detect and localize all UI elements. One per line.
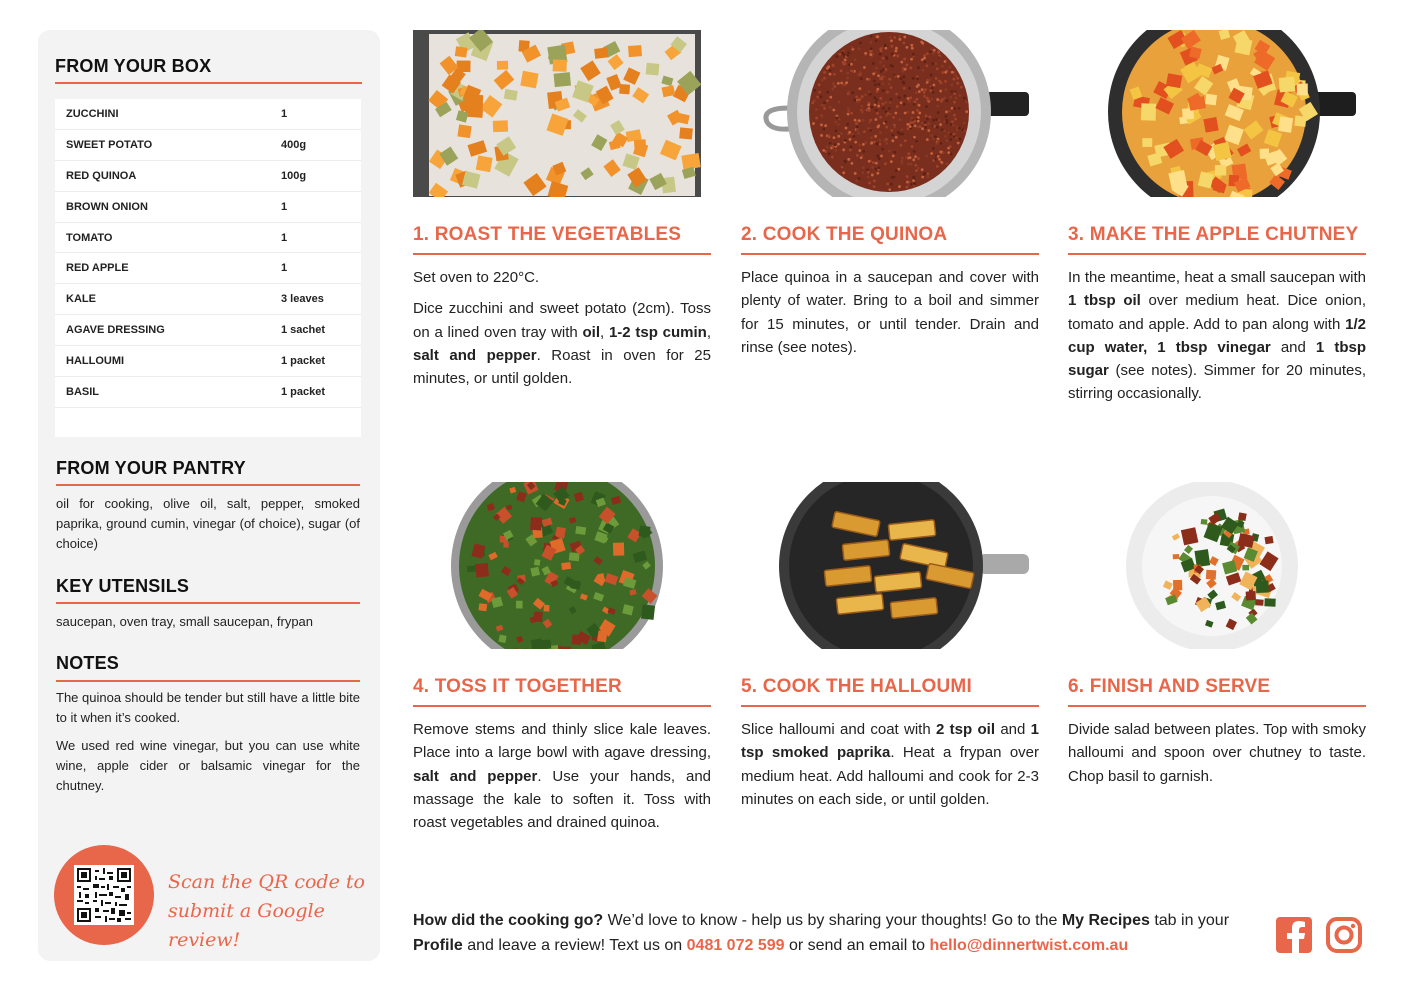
ingredient-highlight: oil bbox=[582, 323, 601, 341]
instruction-text: and bbox=[995, 721, 1031, 738]
step-4-title: 4. TOSS IT TOGETHER bbox=[413, 676, 622, 697]
notes-divider bbox=[56, 680, 360, 682]
ingredient-row bbox=[55, 192, 361, 223]
ingredient-row bbox=[55, 99, 361, 130]
step-5-divider bbox=[741, 705, 1039, 707]
ingredient-name: HALLOUMI bbox=[66, 355, 125, 368]
instruction-text: , bbox=[600, 323, 609, 341]
pantry-heading: FROM YOUR PANTRY bbox=[56, 458, 246, 478]
ingredient-highlight: salt and pepper bbox=[413, 767, 538, 785]
instruction-text: . Use your hands, and massage the kale to soften it. Toss with roast vegetables and drained quinoa. bbox=[413, 767, 712, 832]
ingredient-qty: 100g bbox=[281, 169, 307, 182]
halloumi-frypan-image bbox=[741, 482, 1039, 649]
roast-vegetables-image bbox=[413, 30, 701, 197]
instruction-text: Divide salad between plates. Top with smoky halloumi and spoon over chutney to taste. Chop basil to garnish. bbox=[1068, 721, 1366, 785]
pantry-text: oil for cooking, olive oil, salt, pepper, smoked paprika, ground cumin, vinegar (of choice), sugar (of choice) bbox=[56, 496, 360, 551]
ingredient-qty: 1 bbox=[281, 262, 288, 275]
step-3-divider bbox=[1068, 253, 1366, 255]
feedback-question: How did the cooking go? bbox=[413, 912, 604, 929]
step-1-title: 1. ROAST THE VEGETABLES bbox=[413, 224, 682, 245]
quinoa-pot-image bbox=[741, 30, 1039, 197]
qr-badge[interactable] bbox=[54, 845, 154, 945]
feedback-text: How did the cooking go? We’d love to know - help us by sharing your thoughts! Go to the My Recipes tab in your Profile and leave a review! Text us on 0481 072 599 or send an email to hello@dinnertwist.com.au bbox=[413, 912, 1230, 954]
instagram-icon[interactable] bbox=[1325, 916, 1363, 954]
ingredient-name: KALE bbox=[66, 293, 96, 306]
pantry-divider bbox=[56, 484, 360, 486]
phone-link[interactable]: 0481 072 599 bbox=[686, 937, 785, 954]
step-1-divider bbox=[413, 253, 711, 255]
ingredient-highlight: 1 tbsp oil bbox=[1068, 292, 1141, 310]
ingredient-row bbox=[55, 253, 361, 284]
instruction-paragraph bbox=[741, 718, 1039, 811]
step-6-title: 6. FINISH AND SERVE bbox=[1068, 676, 1271, 697]
ingredient-name: ZUCCHINI bbox=[66, 107, 119, 120]
facebook-icon[interactable] bbox=[1275, 916, 1313, 954]
ingredient-qty: 1 bbox=[281, 200, 288, 213]
ingredient-name: SWEET POTATO bbox=[66, 138, 153, 151]
instruction-paragraph bbox=[1068, 718, 1366, 788]
finished-plate-image bbox=[1068, 482, 1366, 649]
ingredients-table bbox=[55, 99, 361, 437]
ingredient-qty: 1 packet bbox=[281, 385, 326, 398]
instruction-paragraph bbox=[741, 266, 1039, 359]
ingredient-highlight: 1-2 tsp cumin bbox=[608, 323, 707, 341]
ingredient-name: RED APPLE bbox=[66, 262, 129, 275]
ingredient-qty: 1 packet bbox=[281, 355, 326, 368]
step-4-instructions bbox=[413, 718, 711, 842]
profile-link[interactable]: Profile bbox=[413, 937, 463, 954]
ingredient-qty: 1 sachet bbox=[281, 324, 326, 337]
instruction-paragraph bbox=[413, 266, 711, 289]
ingredient-name: BROWN ONION bbox=[66, 200, 148, 213]
my-recipes-link[interactable]: My Recipes bbox=[1061, 912, 1150, 929]
ingredient-qty: 1 bbox=[281, 231, 288, 244]
instruction-text: . Heat a frypan over medium heat. Add halloumi and cook for 2-3 minutes on each side, or until golden. bbox=[741, 744, 1039, 808]
instruction-text: Slice halloumi and coat with bbox=[741, 721, 937, 738]
email-link[interactable]: hello@dinnertwist.com.au bbox=[929, 937, 1129, 954]
step-2-instructions bbox=[741, 266, 1039, 367]
utensils-divider bbox=[56, 602, 360, 604]
ingredient-qty: 3 leaves bbox=[281, 293, 324, 306]
step-2-divider bbox=[741, 253, 1039, 255]
ingredient-qty: 400g bbox=[281, 138, 307, 151]
qr-caption-line-2: submit a Google review! bbox=[168, 900, 325, 951]
ingredient-highlight: 2 tsp oil bbox=[936, 721, 995, 738]
ingredient-name: AGAVE DRESSING bbox=[66, 324, 165, 337]
qr-caption-line-1: Scan the QR code to bbox=[168, 871, 365, 893]
utensils-text: saucepan, oven tray, small saucepan, frypan bbox=[56, 614, 314, 629]
instruction-text: Set oven to 220°C. bbox=[413, 269, 540, 286]
instruction-text: and bbox=[1270, 338, 1316, 356]
step-3-instructions bbox=[1068, 266, 1366, 414]
step-5-title: 5. COOK THE HALLOUMI bbox=[741, 676, 972, 697]
ingredient-row bbox=[55, 161, 361, 192]
ingredient-highlight: 1 tbsp sugar bbox=[1068, 338, 1366, 380]
instruction-text: Place quinoa in a saucepan and cover with plenty of water. Bring to a boil and simmer for 15 minutes, or until tender. Drain and rinse (see notes). bbox=[741, 269, 1039, 356]
ingredient-name: BASIL bbox=[66, 385, 99, 398]
ingredient-qty: 1 bbox=[281, 107, 288, 120]
step-1-instructions bbox=[413, 266, 711, 398]
kale-salad-bowl-image bbox=[413, 482, 701, 649]
qr-caption bbox=[168, 868, 368, 955]
notes-text-1: The quinoa should be tender but still have a little bite to it when it’s cooked. bbox=[56, 690, 360, 725]
instruction-text: In the meantime, heat a small saucepan with bbox=[1068, 269, 1366, 286]
box-heading: FROM YOUR BOX bbox=[55, 56, 212, 76]
box-divider bbox=[55, 82, 362, 84]
step-3-title: 3. MAKE THE APPLE CHUTNEY bbox=[1068, 224, 1359, 245]
ingredient-row bbox=[55, 223, 361, 254]
instruction-paragraph bbox=[1068, 266, 1366, 406]
sidebar bbox=[38, 30, 380, 961]
step-4-divider bbox=[413, 705, 711, 707]
step-5-instructions bbox=[741, 718, 1039, 819]
ingredient-highlight: 1 tsp smoked paprika bbox=[741, 721, 1040, 762]
notes-text-2: We used red wine vinegar, but you can use white wine, apple cider or balsamic vinegar for the chutney. bbox=[56, 738, 360, 793]
qr-code-icon bbox=[74, 865, 134, 925]
apple-chutney-pot-image bbox=[1068, 30, 1366, 197]
ingredient-row bbox=[55, 377, 361, 408]
instruction-paragraph bbox=[413, 718, 711, 834]
ingredient-name: TOMATO bbox=[66, 231, 113, 244]
ingredient-highlight: 1/2 cup water, 1 tbsp vinegar bbox=[1068, 315, 1366, 356]
step-6-instructions bbox=[1068, 718, 1366, 796]
notes-heading: NOTES bbox=[56, 653, 120, 673]
instruction-text: Remove stems and thinly slice kale leaves. Place into a large bowl with agave dressing, bbox=[413, 721, 711, 762]
ingredient-highlight: salt and pepper bbox=[413, 346, 537, 364]
ingredient-row bbox=[55, 284, 361, 315]
ingredient-row bbox=[55, 346, 361, 377]
ingredient-row bbox=[55, 315, 361, 346]
instruction-text: . Roast in oven for 25 minutes, or until golden. bbox=[413, 346, 711, 388]
instruction-text: (see notes). Simmer for 20 minutes, stirring occasionally. bbox=[1068, 362, 1366, 403]
instruction-text: over medium heat. Dice onion, tomato and apple. Add to pan along with bbox=[1068, 292, 1366, 333]
instruction-paragraph bbox=[413, 297, 711, 390]
step-6-divider bbox=[1068, 705, 1366, 707]
instruction-text: Dice zucchini and sweet potato (2cm). Toss on a lined oven tray with bbox=[413, 300, 711, 341]
step-2-title: 2. COOK THE QUINOA bbox=[741, 224, 948, 245]
ingredient-name: RED QUINOA bbox=[66, 169, 137, 182]
ingredient-row bbox=[55, 130, 361, 161]
instruction-text: , bbox=[706, 323, 712, 341]
utensils-heading: KEY UTENSILS bbox=[56, 576, 190, 596]
